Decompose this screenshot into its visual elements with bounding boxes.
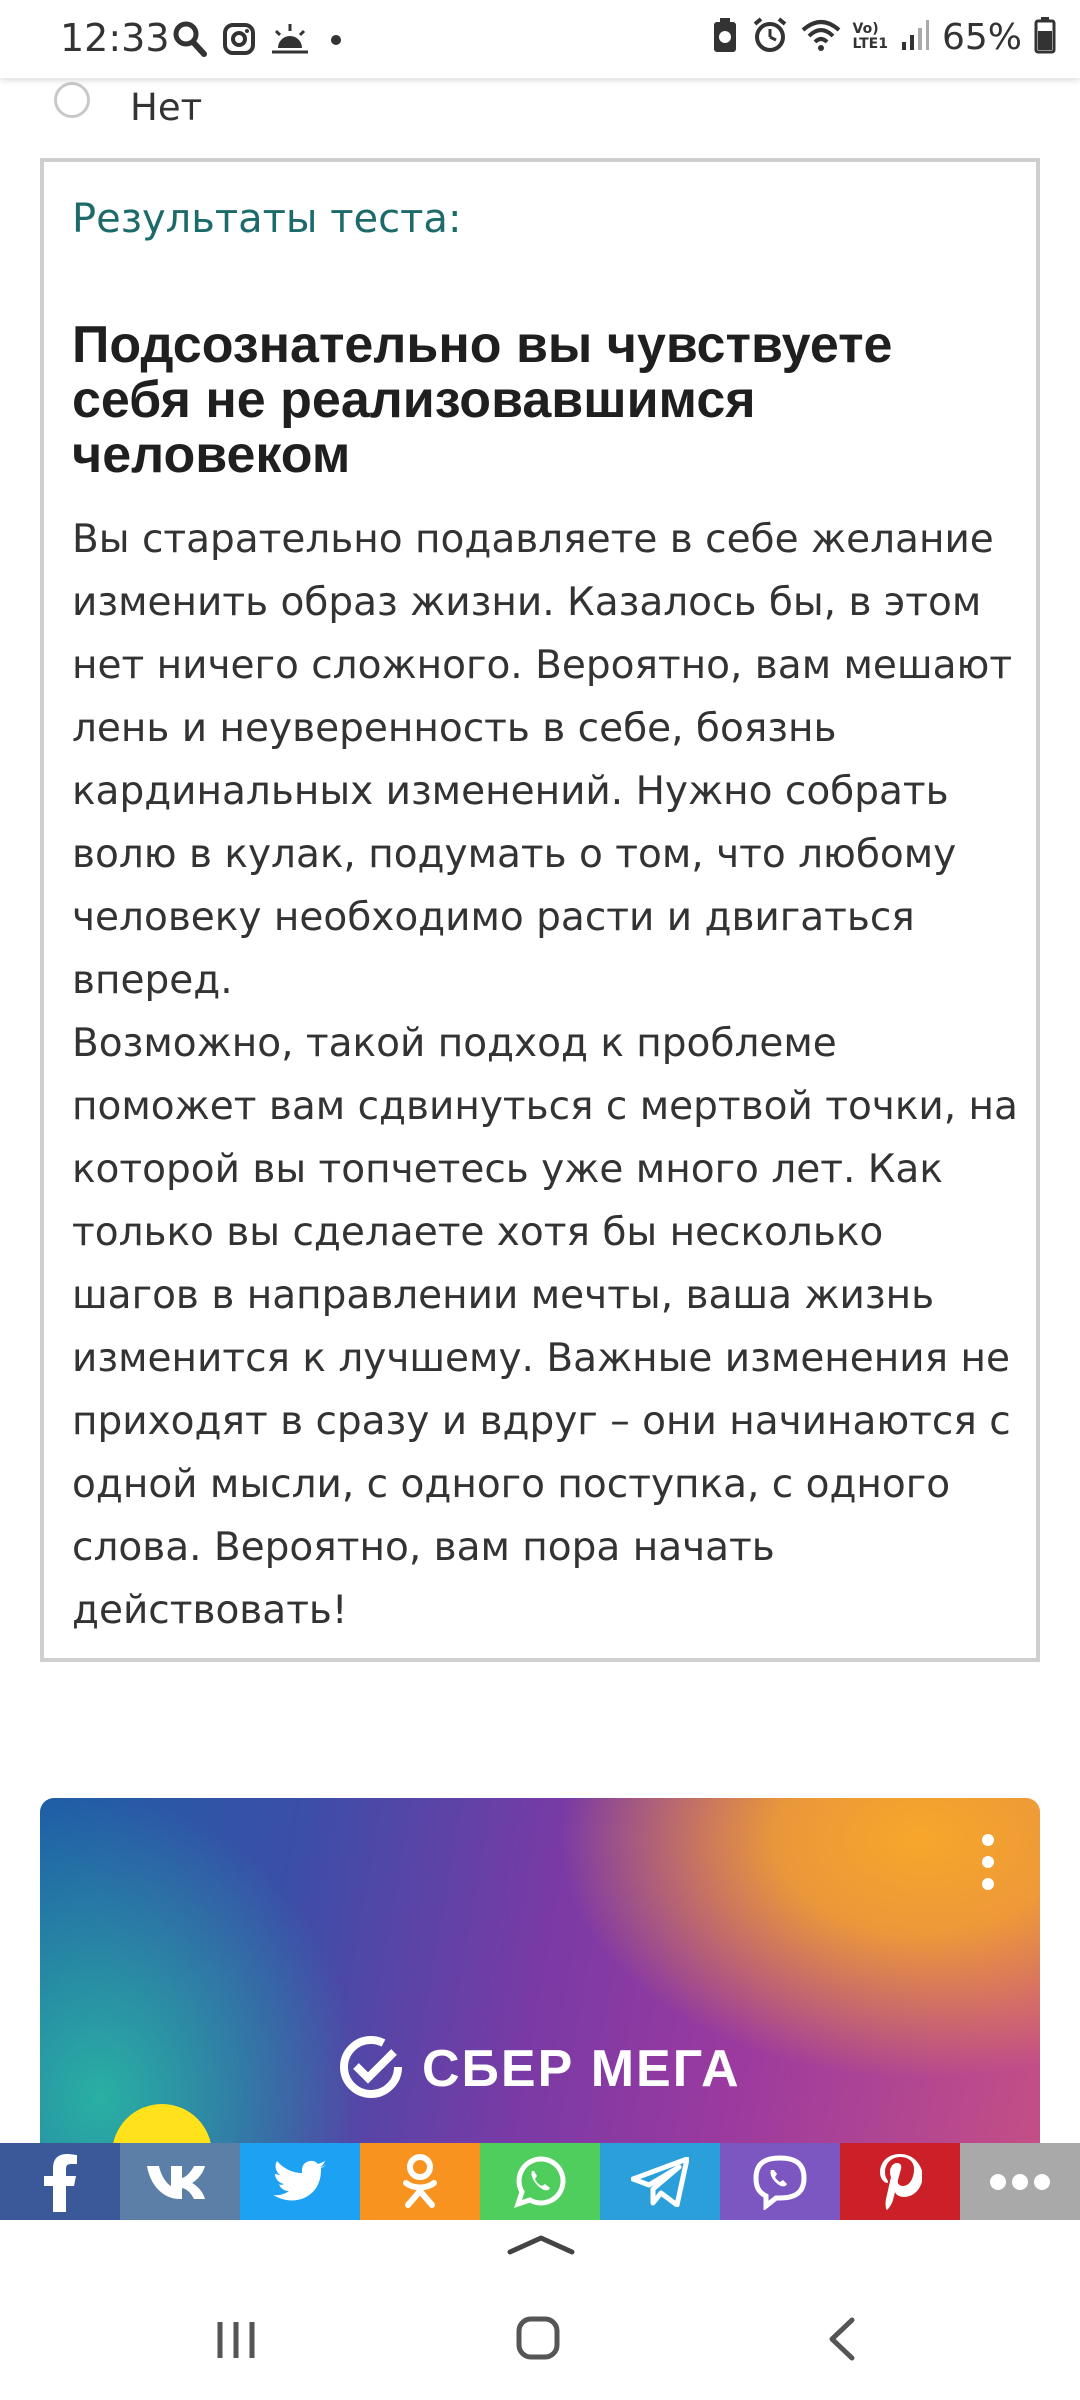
pinterest-icon xyxy=(878,2152,922,2212)
status-time: 12:33 xyxy=(60,16,170,60)
status-bar xyxy=(0,0,1080,78)
facebook-icon xyxy=(40,2152,80,2212)
radio-option-no[interactable] xyxy=(54,82,90,118)
viber-icon xyxy=(752,2154,808,2210)
vk-icon xyxy=(145,2162,215,2202)
whatsapp-icon xyxy=(512,2154,568,2210)
share-twitter-button[interactable] xyxy=(240,2143,360,2220)
result-title: Подсознательно вы чувствуете себя не реализовавшимся человеком xyxy=(72,316,893,484)
share-more-button[interactable] xyxy=(960,2143,1080,2220)
nav-back-icon[interactable] xyxy=(826,2316,856,2366)
share-viber-button[interactable] xyxy=(720,2143,840,2220)
chevron-up-icon[interactable] xyxy=(506,2232,576,2260)
share-vk-button[interactable] xyxy=(120,2143,240,2220)
battery-saver-icon xyxy=(711,16,739,58)
result-paragraph-1: Вы старательно подавляете в себе желание изменить образ жизни. Казалось бы, в этом нет ничего сложного. Вероятно, вам мешают лень и неуверенность в себе, боязнь кардинальных изменений. Нужно собрать волю в кулак, подумать о том, что любому человеку необходимо расти и двигаться вперед. xyxy=(72,517,1013,1003)
wifi-icon xyxy=(801,18,841,56)
signal-icon xyxy=(900,18,930,56)
result-paragraph-2: Возможно, такой подход к проблеме поможет вам сдвинуться с мертвой точки, на которой вы топчетесь уже много лет. Как только вы сделаете хотя бы несколько шагов в направлении мечты, ваша жизнь изменится к лучшему. Важные изменения не приходят в сразу и вдруг – они начинаются с одной мысли, с одного поступка, с одного слова. Вероятно, вам пора начать действовать! xyxy=(72,1021,1018,1633)
ad-brand: СБЕР МЕГА xyxy=(422,2040,741,2098)
ad-play-button[interactable] xyxy=(112,2104,212,2148)
alarm-icon xyxy=(751,16,789,58)
ad-banner[interactable] xyxy=(40,1798,1040,2148)
system-icons xyxy=(711,16,1056,58)
battery-icon xyxy=(1034,16,1056,58)
twitter-icon xyxy=(272,2159,328,2205)
battery-percent: 65% xyxy=(941,16,1022,58)
ad-menu-icon[interactable] xyxy=(982,1834,996,1900)
ad-logo xyxy=(338,2034,741,2104)
share-odnoklassniki-button[interactable] xyxy=(360,2143,480,2220)
weather-sunrise-icon xyxy=(270,22,310,60)
result-heading: Результаты теста: xyxy=(72,196,462,242)
result-body xyxy=(72,508,1022,1642)
share-pinterest-button[interactable] xyxy=(840,2143,960,2220)
sber-logo-icon xyxy=(338,2034,404,2104)
nav-recent-apps-icon[interactable] xyxy=(214,2320,258,2364)
instagram-icon xyxy=(222,22,256,60)
share-telegram-button[interactable] xyxy=(600,2143,720,2220)
volte-icon: Vo) LTE1 xyxy=(852,21,888,52)
share-bar xyxy=(0,2143,1080,2220)
radio-option-label[interactable]: Нет xyxy=(130,86,203,129)
telegram-icon xyxy=(631,2157,689,2207)
nav-home-icon[interactable] xyxy=(516,2316,560,2364)
notification-icons xyxy=(172,20,348,62)
more-icon xyxy=(988,2172,1052,2192)
search-icon xyxy=(172,20,208,62)
share-facebook-button[interactable] xyxy=(0,2143,120,2220)
dot-icon xyxy=(324,22,348,60)
share-whatsapp-button[interactable] xyxy=(480,2143,600,2220)
odnoklassniki-icon xyxy=(400,2153,440,2211)
